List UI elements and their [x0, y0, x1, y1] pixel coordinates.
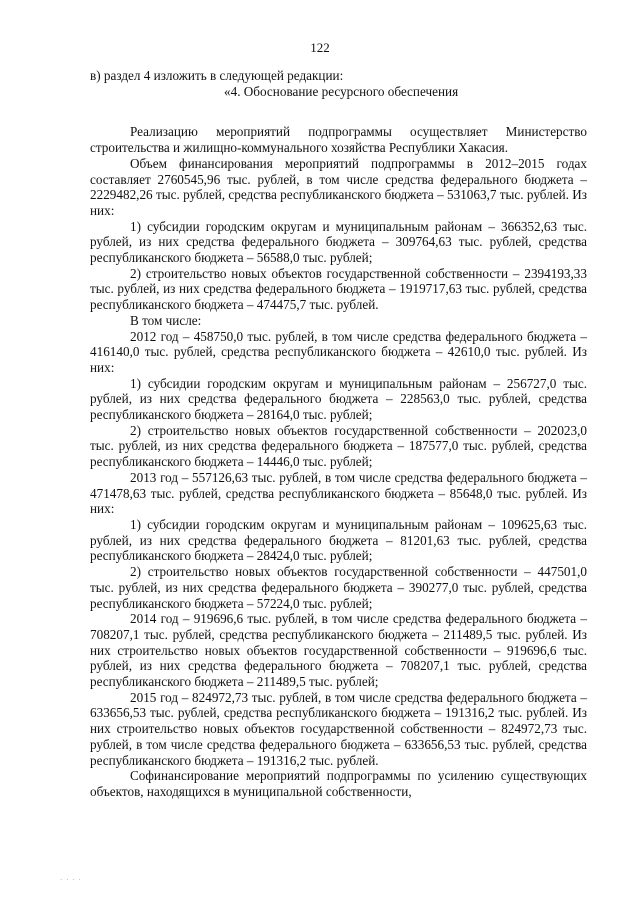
paragraph-4: 2) строительство новых объектов государственной собственности – 2394193,33 тыс. рублей, из них средства федерального бюджета – 1919717,63 тыс. рублей, средства республиканского бюджета – 474475,7 тыс. рублей.	[90, 265, 587, 313]
paragraph-13: 2015 год – 824972,73 тыс. рублей, в том числе средства федерального бюджета – 633656,53 тыс. рублей, средства республиканского бюджета – 191316,2 тыс. рублей. Из них строительство новых объектов государственной собственности – 824972,73 тыс. рублей, в том числе средства федерального бюджета – 633656,53 тыс. рублей, средства республиканского бюджета – 191316,2 тыс. рублей.	[90, 689, 587, 768]
document-body	[90, 68, 587, 800]
intro-line: в) раздел 4 изложить в следующей редакции:	[90, 68, 344, 83]
paragraph-14: Софинансирование мероприятий подпрограммы по усилению существующих объектов, находящихся в муниципальной собственности,	[90, 768, 587, 799]
paragraph-10: 1) субсидии городским округам и муниципальным районам – 109625,63 тыс. рублей, из них средства федерального бюджета – 81201,63 тыс. рублей, средства республиканского бюджета – 28424,0 тыс. рублей;	[90, 516, 587, 564]
paragraph-12: 2014 год – 919696,6 тыс. рублей, в том числе средства федерального бюджета – 708207,1 тыс. рублей, средства республиканского бюджета – 211489,5 тыс. рублей. Из них строительство новых объектов государственной собственности – 919696,6 тыс. рублей, из них средства федерального бюджета – 708207,1 тыс. рублей, средства республиканского бюджета – 211489,5 тыс. рублей;	[90, 611, 587, 690]
paragraph-11: 2) строительство новых объектов государственной собственности – 447501,0 тыс. рублей, из них средства федерального бюджета – 390277,0 тыс. рублей, средства республиканского бюджета – 57224,0 тыс. рублей;	[90, 564, 587, 611]
paragraph-3: 1) субсидии городским округам и муниципальным районам – 366352,63 тыс. рублей, из них средства федерального бюджета – 309764,63 тыс. рублей, средства республиканского бюджета – 56588,0 тыс. рублей;	[90, 218, 587, 266]
paragraph-1: Реализацию мероприятий подпрограммы осуществляет Министерство строительства и жилищно-коммунального хозяйства Республики Хакасия.	[90, 124, 587, 156]
paragraph-6: 2012 год – 458750,0 тыс. рублей, в том числе средства федерального бюджета – 416140,0 тыс. рублей, средства республиканского бюджета – 42610,0 тыс. рублей. Из них:	[90, 328, 587, 375]
paragraph-5: В том числе:	[130, 312, 202, 328]
paragraph-7: 1) субсидии городским округам и муниципальным районам – 256727,0 тыс. рублей, из них средства федерального бюджета – 228563,0 тыс. рублей, средства республиканского бюджета – 28164,0 тыс. рублей;	[90, 375, 587, 423]
paragraph-8: 2) строительство новых объектов государственной собственности – 202023,0 тыс. рублей, из них средства федерального бюджета – 187577,0 тыс. рублей, средства республиканского бюджета – 14446,0 тыс. рублей;	[90, 422, 587, 470]
scan-specks: · · · ·	[60, 876, 82, 884]
paragraph-2: Объем финансирования мероприятий подпрограммы в 2012–2015 годах составляет 2760545,96 тыс. рублей, в том числе средства федерального бюджета – 2229482,26 тыс. рублей, средства республиканского бюджета – 531063,7 тыс. рублей. Из них:	[90, 155, 587, 218]
paragraph-9: 2013 год – 557126,63 тыс. рублей, в том числе средства федерального бюджета – 471478,63 тыс. рублей, средства республиканского бюджета – 85648,0 тыс. рублей. Из них:	[90, 469, 587, 517]
section-heading: «4. Обоснование ресурсного обеспечения	[224, 83, 459, 99]
page-number: 122	[310, 40, 330, 55]
